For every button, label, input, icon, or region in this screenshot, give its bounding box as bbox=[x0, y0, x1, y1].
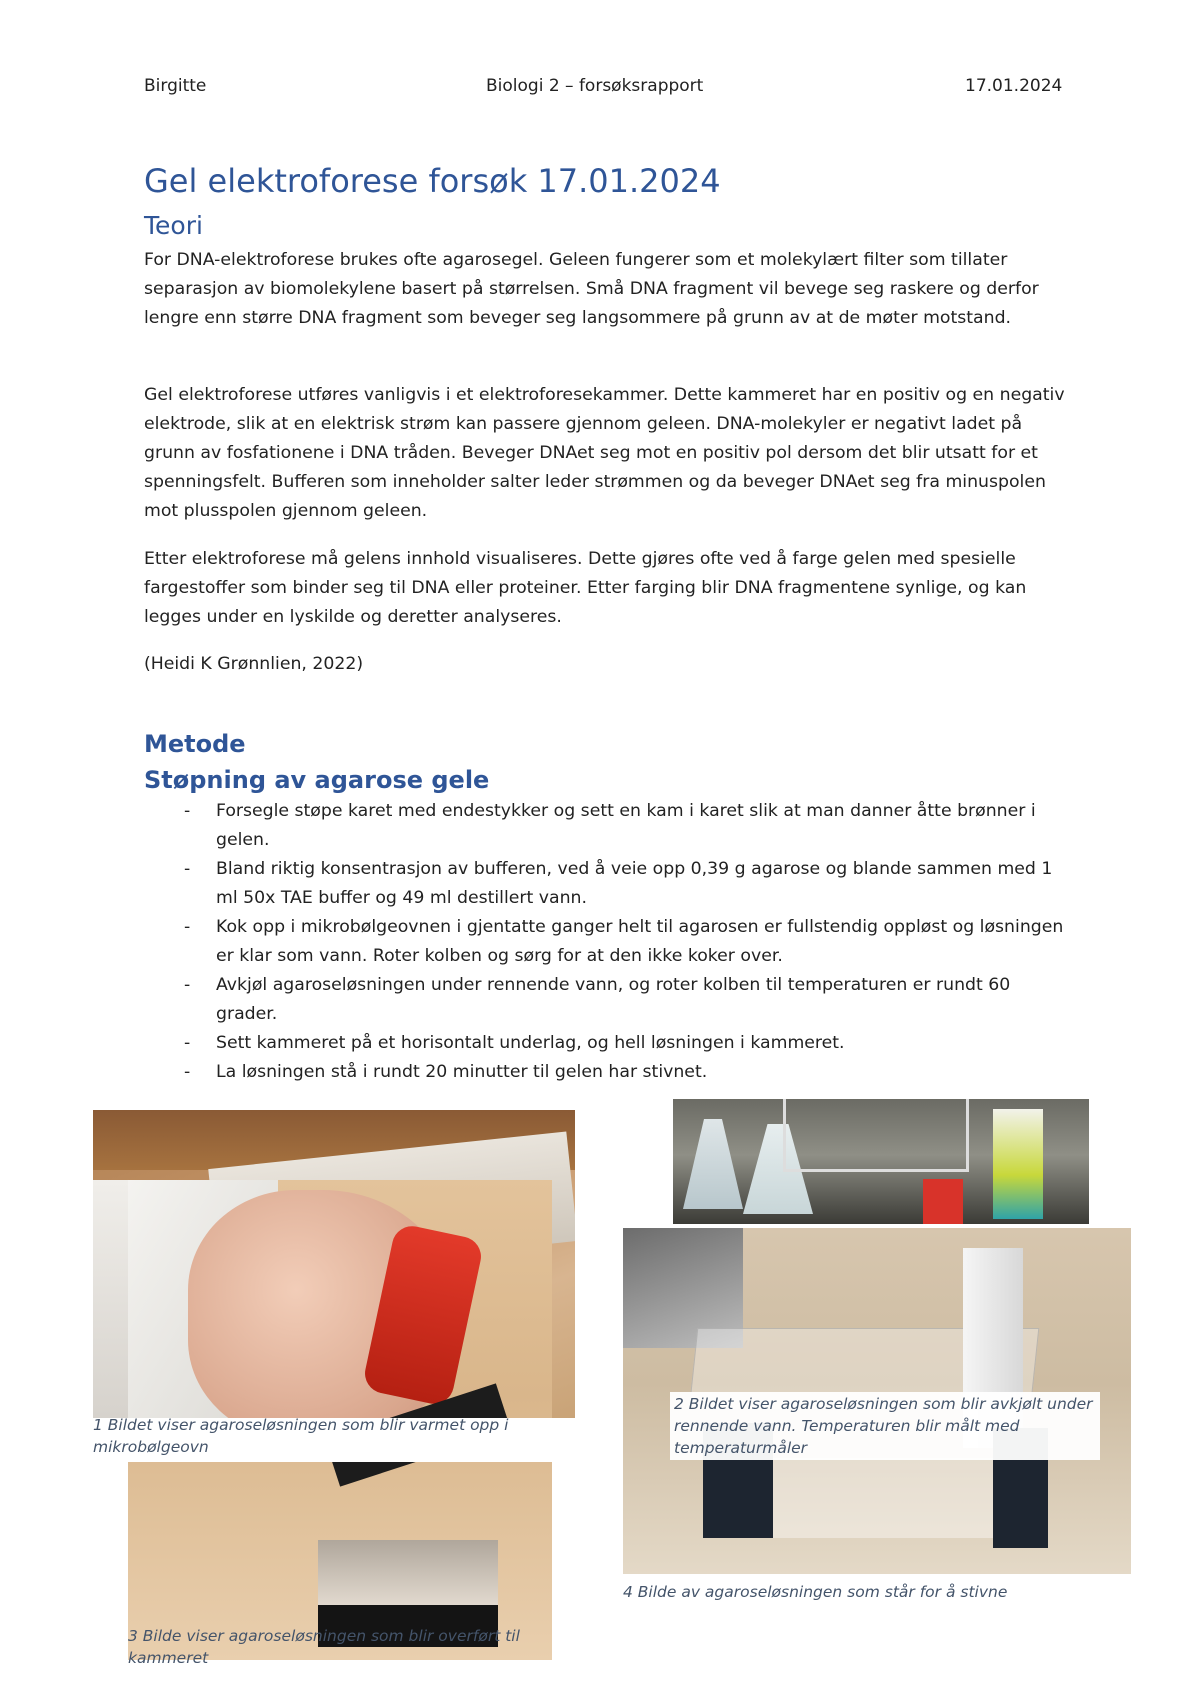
list-item bbox=[144, 1029, 1069, 1058]
page-title: Gel elektroforese forsøk 17.01.2024 bbox=[144, 162, 721, 200]
caption-text: 3 Bilde viser agaroseløsningen som blir overført til kammeret bbox=[128, 1627, 520, 1667]
step-text: Sett kammeret på et horisontalt underlag, og hell løsningen i kammeret. bbox=[216, 1033, 845, 1053]
caption-text: 2 Bildet viser agaroseløsningen som blir avkjølt under rennende vann. Temperaturen blir målt med temperaturmåler bbox=[670, 1392, 1100, 1460]
caption-figure-4 bbox=[623, 1581, 1103, 1603]
header-author: Birgitte bbox=[144, 76, 207, 96]
bullet-dash: - bbox=[184, 801, 191, 821]
bullet-dash: - bbox=[184, 1062, 191, 1082]
caption-figure-1-overlay bbox=[93, 1414, 513, 1458]
step-text: Forsegle støpe karet med endestykker og sett en kam i karet slik at man danner åtte brønner i gelen. bbox=[216, 801, 1036, 850]
theory-paragraph-2: Gel elektroforese utføres vanligvis i et elektroforesekammer. Dette kammeret har en positiv og en negativ elektrode, slik at en elektrisk strøm kan passere gjennom geleen. DNA-molekyler er negativt ladet på grunn av fosfationene i DNA tråden. Beveger DNAet seg mot en positiv pol dersom det blir utsatt for et spenningsfelt. Bufferen som inneholder salter leder strømmen og da beveger DNAet seg fra minuspolen mot plusspolen gjennom geleen. bbox=[144, 385, 1065, 521]
bullet-dash: - bbox=[184, 859, 191, 879]
caption-text: 4 Bilde av agaroseløsningen som står for å stivne bbox=[623, 1583, 1008, 1601]
theory-citation: (Heidi K Grønnlien, 2022) bbox=[144, 654, 364, 674]
list-item bbox=[144, 971, 1069, 1029]
step-text: Kok opp i mikrobølgeovnen i gjentatte ganger helt til agarosen er fullstendig oppløst og løsningen er klar som vann. Roter kolben og sørg for at den ikke koker over. bbox=[216, 917, 1064, 966]
caption-figure-2 bbox=[670, 1392, 1100, 1460]
method-heading: Metode bbox=[144, 730, 246, 758]
caption-text-overlay: 1 Bildet viser agaroseløsningen som blir varmet opp i mikrobølgeovn bbox=[93, 1416, 509, 1456]
photo-cooling-under-water bbox=[673, 1099, 1089, 1224]
list-item bbox=[144, 797, 1069, 855]
list-item bbox=[144, 855, 1069, 913]
caption-figure-3 bbox=[128, 1625, 528, 1669]
theory-paragraph-3: Etter elektroforese må gelens innhold visualiseres. Dette gjøres ofte ved å farge gelen med spesielle fargestoffer som binder seg til DNA eller proteiner. Etter farging blir DNA fragmentene synlige, og kan legges under en lyskilde og deretter analyseres. bbox=[144, 549, 1027, 627]
list-item bbox=[144, 1058, 1069, 1087]
bullet-dash: - bbox=[184, 975, 191, 995]
bullet-dash: - bbox=[184, 1033, 191, 1053]
step-text: La løsningen stå i rundt 20 minutter til gelen har stivnet. bbox=[216, 1062, 708, 1082]
theory-paragraph-1: For DNA-elektroforese brukes ofte agarosegel. Geleen fungerer som et molekylært filter som tillater separasjon av biomolekylene basert på størrelsen. Små DNA fragment vil bevege seg raskere og derfor lengre enn større DNA fragment som beveger seg langsommere på grunn av at de møter motstand. bbox=[144, 250, 1039, 328]
header-course: Biologi 2 – forsøksrapport bbox=[486, 76, 704, 96]
step-text: Avkjøl agaroseløsningen under rennende vann, og roter kolben til temperaturen er rundt 60 grader. bbox=[216, 975, 1011, 1024]
list-item bbox=[144, 913, 1069, 971]
header-date: 17.01.2024 bbox=[965, 76, 1063, 96]
method-steps-list bbox=[144, 797, 1069, 1087]
theory-heading: Teori bbox=[144, 211, 203, 240]
step-text: Bland riktig konsentrasjon av bufferen, ved å veie opp 0,39 g agarose og blande sammen med 1 ml 50x TAE buffer og 49 ml destillert vann. bbox=[216, 859, 1053, 908]
bullet-dash: - bbox=[184, 917, 191, 937]
method-subheading: Støpning av agarose gele bbox=[144, 766, 490, 794]
